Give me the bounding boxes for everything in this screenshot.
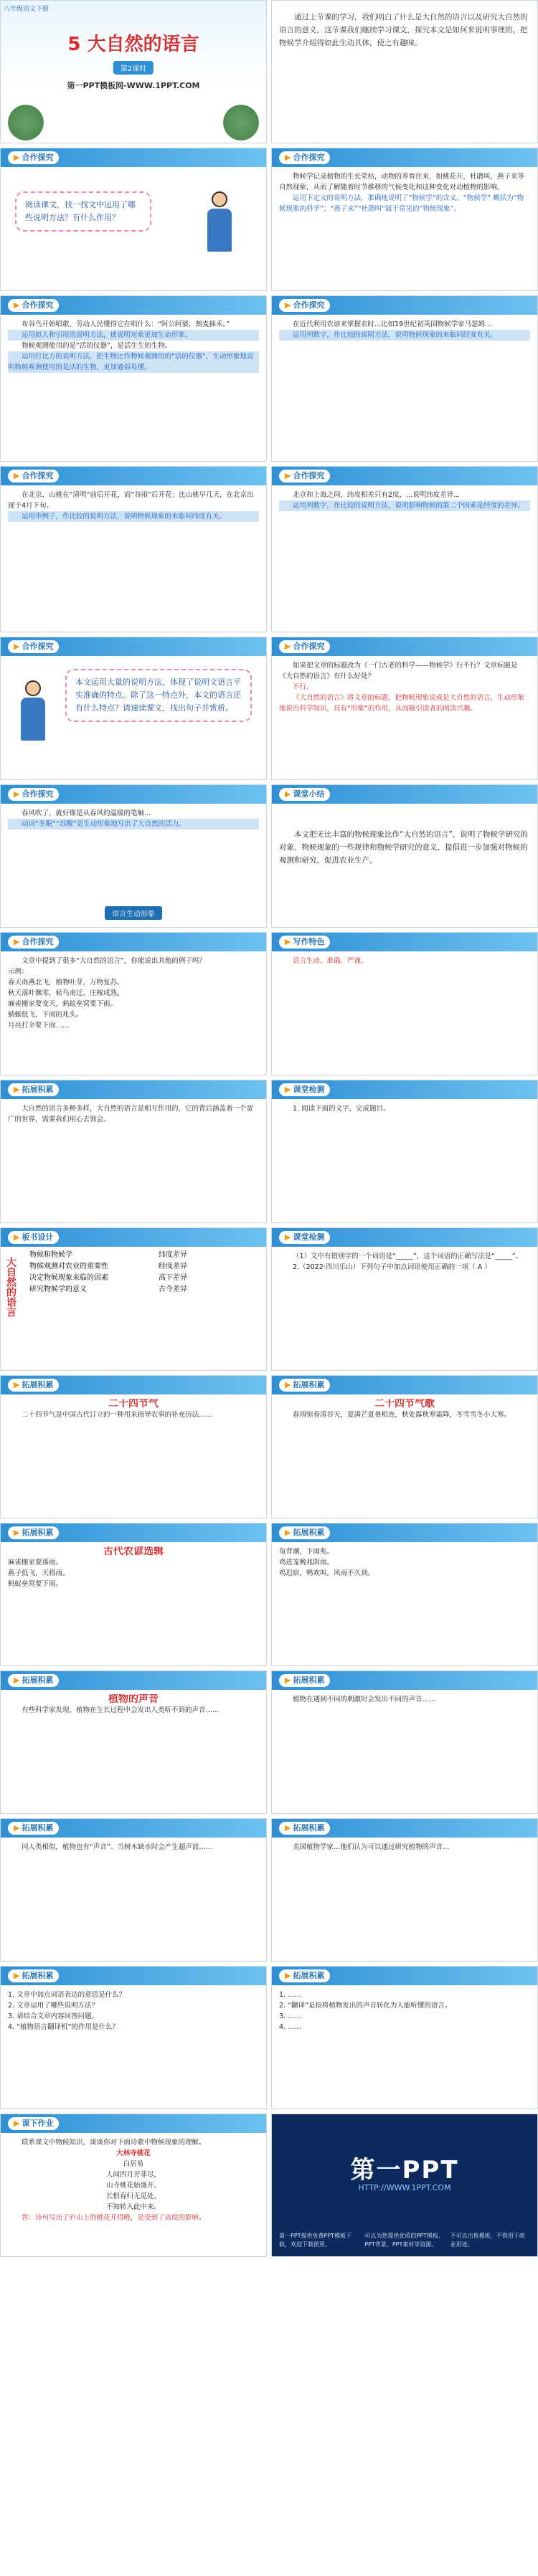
- arrow-icon: ▶: [14, 642, 20, 651]
- arrow-icon: ▶: [14, 789, 20, 799]
- slide-answers[interactable]: [271, 1966, 538, 2109]
- slide-examples[interactable]: [0, 932, 267, 1075]
- slide-language-question[interactable]: [0, 637, 267, 780]
- answer-item: 4. ……: [279, 2023, 302, 2031]
- slide-header: [1, 785, 266, 804]
- slide-ppt-logo[interactable]: [271, 2114, 538, 2257]
- plant-voice-text: 有些科学家发现，植物在生长过程中会发出人类听不到的声音……: [22, 1706, 220, 1714]
- teacher-icon: [15, 680, 51, 741]
- plant-voice-text: 植物在遇到不同的刺激时会发出不同的声音……: [293, 1696, 436, 1703]
- teacher-icon: [202, 191, 237, 252]
- proverb-item: 鸡进笼晚兆阴雨。: [279, 1559, 334, 1567]
- header-label: 拓展积累: [22, 1085, 54, 1094]
- arrow-icon: ▶: [14, 300, 20, 310]
- board-item: 物候和物候学: [29, 1251, 72, 1259]
- slide-board[interactable]: [0, 1227, 267, 1371]
- arrow-icon: ▶: [285, 300, 291, 310]
- cover-subtitle: 第2课时: [113, 61, 154, 75]
- ppt-url[interactable]: HTTP://WWW.1PPT.COM: [358, 2183, 451, 2192]
- analysis-text: 运用列数字，作比较的说明方法，说明物候现象的来临同经度有关。: [279, 330, 530, 341]
- question-box: 阅读课文，找一找文中运用了哪些说明方法？有什么作用？: [15, 191, 151, 232]
- arrow-icon: ▶: [14, 1676, 20, 1685]
- slide-methods-1[interactable]: [0, 295, 267, 462]
- slide-homework[interactable]: [0, 2114, 267, 2257]
- slide-header: [1, 1524, 266, 1542]
- slide-header: [1, 1376, 266, 1394]
- proverb-item: 麻雀搬家要落雨。: [8, 1559, 63, 1567]
- slide-exercise-2[interactable]: [271, 1227, 538, 1371]
- slide-plant-voice-2[interactable]: [271, 1670, 538, 1814]
- slide-plant-voice-4[interactable]: [271, 1818, 538, 1962]
- quote-text: 物候观测使用的是“活的仪器”，是活生生的生物。: [22, 342, 172, 350]
- answer-item: 1. ……: [279, 1991, 302, 1999]
- slide-definition[interactable]: [271, 148, 538, 291]
- proverb-item: 龟背潮，下雨兆。: [279, 1548, 334, 1556]
- header-label: 合作探究: [293, 300, 325, 310]
- question-box: 本文运用大量的说明方法，体现了说明文语言平实准确的特点。除了这一特点外，本文的语言还有什么特点？请速读课文，找出句子并赏析。: [65, 669, 252, 722]
- poem-line: 不知转入此中来。: [105, 2203, 161, 2211]
- slide-question[interactable]: [0, 148, 267, 291]
- analysis-text: 运用举例子，作比较的说明方法，说明物候现象的来临同纬度有关。: [8, 511, 259, 522]
- header-label: 拓展积累: [22, 1971, 54, 1980]
- poem-author: 白居易: [123, 2160, 144, 2168]
- board-item: 决定物候现象来临的因素: [29, 1274, 108, 1282]
- arrow-icon: ▶: [14, 153, 20, 162]
- header-label: 合作探究: [22, 789, 54, 799]
- exercise-text: （1）文中有错别字的一个词语是“_____”，这个词语的正确写法是“_____”。: [293, 1253, 523, 1260]
- quote-text: 在近代利用农谚来掌握农时...比如19世纪初英国物候学家马瑟姆...: [293, 320, 492, 328]
- quote-text: 布谷鸟开始唱歌，劳动人民懂得它在唱什么：“阿公阿婆，割麦插禾。”: [22, 320, 230, 328]
- header-label: 课堂检测: [293, 1085, 325, 1094]
- feature-text: 语言生动、准确、严谨。: [293, 957, 368, 965]
- slide-header: [1, 148, 266, 167]
- quote-text: 北京和上海之间，纬度相差只有2度，...说明纬度差异...: [293, 491, 461, 499]
- slide-header: [272, 1080, 537, 1099]
- answer-short: 不行。: [293, 683, 313, 691]
- question-item: 1. 文章中加点词语表达的意思是什么？: [8, 1991, 126, 1999]
- example-item: 月亮打伞要下雨……: [8, 1022, 70, 1030]
- exercise-text: 1. 阅读下面的文字，完成题目。: [293, 1105, 390, 1113]
- proverb-item: 蚂蚁垒窝要下雨。: [8, 1580, 63, 1588]
- header-label: 合作探究: [22, 300, 54, 310]
- header-label: 拓展积累: [22, 1380, 54, 1389]
- song-title: 二十四节气歌: [374, 1399, 435, 1410]
- homework-text: 联系课文中物候知识，谈谈你对下面诗歌中物候现象的理解。: [22, 2139, 206, 2147]
- slide-header: [272, 1967, 537, 1985]
- arrow-icon: ▶: [285, 1528, 291, 1537]
- definition-text: 物候学记录植物的生长荣枯，动物的养育往来，如桃花开，杜鹃叫，燕子来等自然现象，从而了解随着时节推移的气候变化和这种变化对动植物的影响。: [279, 173, 525, 191]
- slide-writing-feature[interactable]: [271, 932, 538, 1075]
- slide-proverbs-1[interactable]: [0, 1523, 267, 1666]
- slide-header: [272, 637, 537, 656]
- slide-header: [272, 296, 537, 315]
- arrow-icon: ▶: [285, 471, 291, 480]
- answer-item: 2. “翻译”是指将植物发出的声音转化为人能听懂的语言。: [279, 2002, 452, 2010]
- board-item: 研究物候学的意义: [29, 1285, 87, 1293]
- header-label: 合作探究: [293, 471, 325, 480]
- arrow-icon: ▶: [14, 1971, 20, 1980]
- arrow-icon: ▶: [285, 642, 291, 651]
- arrow-icon: ▶: [14, 471, 20, 480]
- slide-header: [1, 637, 266, 656]
- arrow-icon: ▶: [285, 1676, 291, 1685]
- arrow-icon: ▶: [285, 1232, 291, 1242]
- arrow-icon: ▶: [14, 1380, 20, 1389]
- example-item: 秋天落叶飘零，候鸟南迁，庄稼成熟。: [8, 989, 124, 997]
- analysis-text: 动词“冬眠”“苏醒”更生动形象地写出了大自然的活力。: [8, 819, 259, 830]
- plant-voice-title: 植物的声音: [108, 1694, 159, 1705]
- board-title: 大自然的语言: [5, 1257, 16, 1317]
- solar-terms-title: 二十四节气: [108, 1399, 159, 1410]
- example-item: 蜻蜓低飞，下雨的兆头。: [8, 1011, 83, 1019]
- header-label: 板书设计: [22, 1232, 54, 1242]
- example-item: 示例：: [8, 968, 29, 976]
- header-label: 课堂小结: [293, 789, 325, 799]
- poem-line: 长恨春归无觅处，: [105, 2192, 161, 2200]
- slide-header: [272, 1671, 537, 1690]
- slide-proverbs-2[interactable]: [271, 1523, 538, 1666]
- quote-text: 春风吹了，就好像是从春风的温暖的笔触…: [22, 809, 151, 817]
- arrow-icon: ▶: [14, 1528, 20, 1537]
- cover-tag: 八年级语文下册: [4, 6, 49, 13]
- slide-methods-4[interactable]: [271, 466, 538, 632]
- tree-icon: [1, 92, 51, 143]
- slide-header: [272, 467, 537, 485]
- slide-solar-song[interactable]: [271, 1375, 538, 1518]
- exercise-text: 2.（2022·四川乐山）下列句子中加点词语使用正确的一项（ A ）: [293, 1263, 491, 1271]
- plant-voice-text: 同人类相似，植物也有“声音”。当树木缺水时会产生超声波……: [22, 1843, 213, 1851]
- song-text: 春雨惊春清谷天，夏满芒夏暑相连，秋处露秋寒霜降，冬雪雪冬小大寒。: [293, 1411, 511, 1419]
- definition-analysis: 运用下定义的说明方法，准确地说明了“物候学”的含义。“物候学” 概括为“物候现象的科学”；“燕子来”“杜鹃叫”属于常见的“物候现象”。: [279, 194, 524, 213]
- arrow-icon: ▶: [14, 937, 20, 946]
- question-item: 3. 请结合文章内容回答问题。: [8, 2012, 99, 2020]
- analysis-text: 运用列数字，作比较的说明方法，说明影响物候的第二个因素是经度的差异。: [279, 500, 530, 511]
- slide-methods-2[interactable]: [271, 295, 538, 462]
- header-label: 合作探究: [22, 471, 54, 480]
- question-text: 如果把文章的标题改为《一门古老的科学——物候学》行不行？文章标题是《大自然的语言》有什么好处？: [279, 662, 518, 680]
- analysis-text: 运用拟人和引用的说明方法，使说明对象更加生动形象。: [8, 330, 259, 341]
- example-item: 麻雀搬家要变天，蚂蚁垒窝要下雨。: [8, 1000, 118, 1008]
- slide-header: [1, 1228, 266, 1247]
- slide-plant-voice-3[interactable]: [0, 1818, 267, 1962]
- header-label: 合作探究: [293, 153, 325, 162]
- arrow-icon: ▶: [285, 153, 291, 162]
- arrow-icon: ▶: [285, 1085, 291, 1094]
- arrow-icon: ▶: [285, 937, 291, 946]
- arrow-icon: ▶: [285, 1823, 291, 1833]
- slide-header: [1, 1671, 266, 1690]
- header-label: 合作探究: [22, 937, 54, 946]
- poem-title: 大林寺桃花: [116, 2149, 151, 2157]
- slide-intro[interactable]: [271, 0, 538, 143]
- header-label: 合作探究: [22, 153, 54, 162]
- answer-text: 《大自然的语言》将文章的标题，把物候现象说成是大自然的语言，生动形象地说出科学知识，具有“形象”的作用，从而吸引读者的阅读兴趣。: [279, 694, 525, 713]
- board-factor: 经度差异: [159, 1263, 187, 1270]
- arrow-icon: ▶: [14, 1232, 20, 1242]
- board-factor: 高下差异: [159, 1274, 187, 1282]
- slide-plant-voice-1[interactable]: [0, 1670, 267, 1814]
- slide-header: [272, 148, 537, 167]
- slide-header: [272, 1524, 537, 1542]
- header-label: 合作探究: [293, 642, 325, 651]
- summary-text: 本文把无比丰富的物候现象比作“大自然的语言”，说明了物候学研究的对象、物候现象的一些规律和物候学研究的意义，提倡进一步加强对物候的观测和研究，促进农业生产。: [279, 830, 528, 865]
- board-factor: 纬度差异: [159, 1251, 187, 1259]
- ppt-col: 第一PPT提供免费PPT模板下载，欢迎下载使用。: [279, 2233, 352, 2248]
- slide-header: [1, 1080, 266, 1099]
- slide-language-example[interactable]: [0, 784, 267, 928]
- slide-header: [1, 467, 266, 485]
- proverb-item: 鸡迟宿，鸭欢叫，风雨不久到。: [279, 1569, 375, 1577]
- slide-exercise-1[interactable]: [271, 1080, 538, 1223]
- solar-terms-text: 二十四节气是中国古代订立的一种用来指导农事的补充历法……: [22, 1411, 213, 1419]
- arrow-icon: ▶: [285, 1971, 291, 1980]
- slide-extension[interactable]: [0, 1080, 267, 1223]
- slide-header: [272, 1376, 537, 1394]
- question-text: 文章中提到了很多“大自然的语言”，你能说出其他的例子吗？: [22, 957, 206, 965]
- feature-badge: 语言生动形象: [105, 906, 162, 920]
- header-label: 拓展积累: [22, 1823, 54, 1833]
- header-label: 拓展积累: [293, 1823, 325, 1833]
- header-label: 写作特色: [293, 937, 325, 946]
- plant-voice-text: 美国植物学家…他们认为可以通过研究植物的声音…: [293, 1843, 450, 1851]
- slide-title-question[interactable]: [271, 637, 538, 780]
- header-label: 课下作业: [22, 2119, 54, 2128]
- slide-header: [1, 933, 266, 951]
- extension-text: 大自然的语言多种多样，大自然的语言是相互作用的，它的背后涵盖着一个宽广的世界，需要我们用心去领会。: [8, 1105, 254, 1123]
- header-label: 合作探究: [22, 642, 54, 651]
- answer-item: 3. ……: [279, 2012, 302, 2020]
- cover-site: 第一PPT模板网-WWW.1PPT.COM: [67, 81, 200, 90]
- slide-methods-3[interactable]: [0, 466, 267, 632]
- slide-header: [272, 933, 537, 951]
- homework-answer: 答：诗句写出了庐山上的桃花开得晚，是受到了高度的影响。: [22, 2214, 206, 2222]
- arrow-icon: ▶: [14, 2119, 20, 2128]
- ppt-col: 不可以出售模板，不得用于商业用途。: [450, 2233, 525, 2248]
- slide-solar-terms[interactable]: [0, 1375, 267, 1518]
- header-label: 拓展积累: [22, 1528, 54, 1537]
- slide-header: [1, 2114, 266, 2133]
- question-item: 2. 文章运用了哪些说明方法？: [8, 2002, 99, 2010]
- slide-header: [1, 1967, 266, 1985]
- header-label: 拓展积累: [293, 1380, 325, 1389]
- tree-icon: [216, 92, 266, 143]
- board-item: 物候观测对农业的重要性: [29, 1263, 108, 1270]
- header-label: 拓展积累: [293, 1676, 325, 1685]
- board-factor: 古今差异: [159, 1285, 187, 1293]
- intro-text: 通过上节课的学习，我们明白了什么是大自然的语言以及研究大自然的语言的意义，这节课我们继续学习课文，探究本文是如何来说明事理的。把物候学介绍得如此生动具体，使之有趣味。: [279, 13, 528, 47]
- quote-text: 在北京，山桃在“清明”前后开花，而“谷雨”后开花；比山桃早几天，在北京出现于4月下旬。: [8, 491, 254, 510]
- slide-header: [272, 1228, 537, 1247]
- proverbs-title: 古代农谚选辑: [103, 1546, 164, 1557]
- ppt-col: 可以为您提供优质的PPT模板、PPT背景、PPT素材等资源。: [364, 2233, 444, 2248]
- poem-line: 人间四月芳菲尽，: [105, 2171, 161, 2179]
- header-label: 拓展积累: [293, 1971, 325, 1980]
- arrow-icon: ▶: [285, 789, 291, 799]
- slide-header: [1, 296, 266, 315]
- arrow-icon: ▶: [14, 1085, 20, 1094]
- arrow-icon: ▶: [14, 1823, 20, 1833]
- slide-summary[interactable]: [271, 784, 538, 928]
- slide-header: [1, 1819, 266, 1838]
- cover-title: 5 大自然的语言: [67, 34, 199, 55]
- slide-header: [272, 785, 537, 804]
- slide-header: [272, 1819, 537, 1838]
- analysis-text: 运用打比方的说明方法，把生物比作物候观测用的“活的仪器”，生动形象地说明物候观测使用的是活的生物，更加通俗易懂。: [8, 351, 259, 373]
- question-item: 4. “植物语言翻译机”的作用是什么？: [8, 2023, 119, 2031]
- poem-line: 山寺桃花始盛开。: [105, 2182, 161, 2190]
- ppt-logo: 第一PPT: [350, 2156, 459, 2185]
- example-item: 春天南燕北飞，植物吐芽，万物复苏。: [8, 979, 124, 987]
- slide-cover[interactable]: [0, 0, 267, 143]
- slide-questions[interactable]: [0, 1966, 267, 2109]
- header-label: 课堂检测: [293, 1232, 325, 1242]
- ppt-logo-panel: [272, 2114, 537, 2256]
- header-label: 拓展积累: [293, 1528, 325, 1537]
- header-label: 拓展积累: [22, 1676, 54, 1685]
- proverb-item: 燕子低飞，天将雨。: [8, 1569, 70, 1577]
- arrow-icon: ▶: [285, 1380, 291, 1389]
